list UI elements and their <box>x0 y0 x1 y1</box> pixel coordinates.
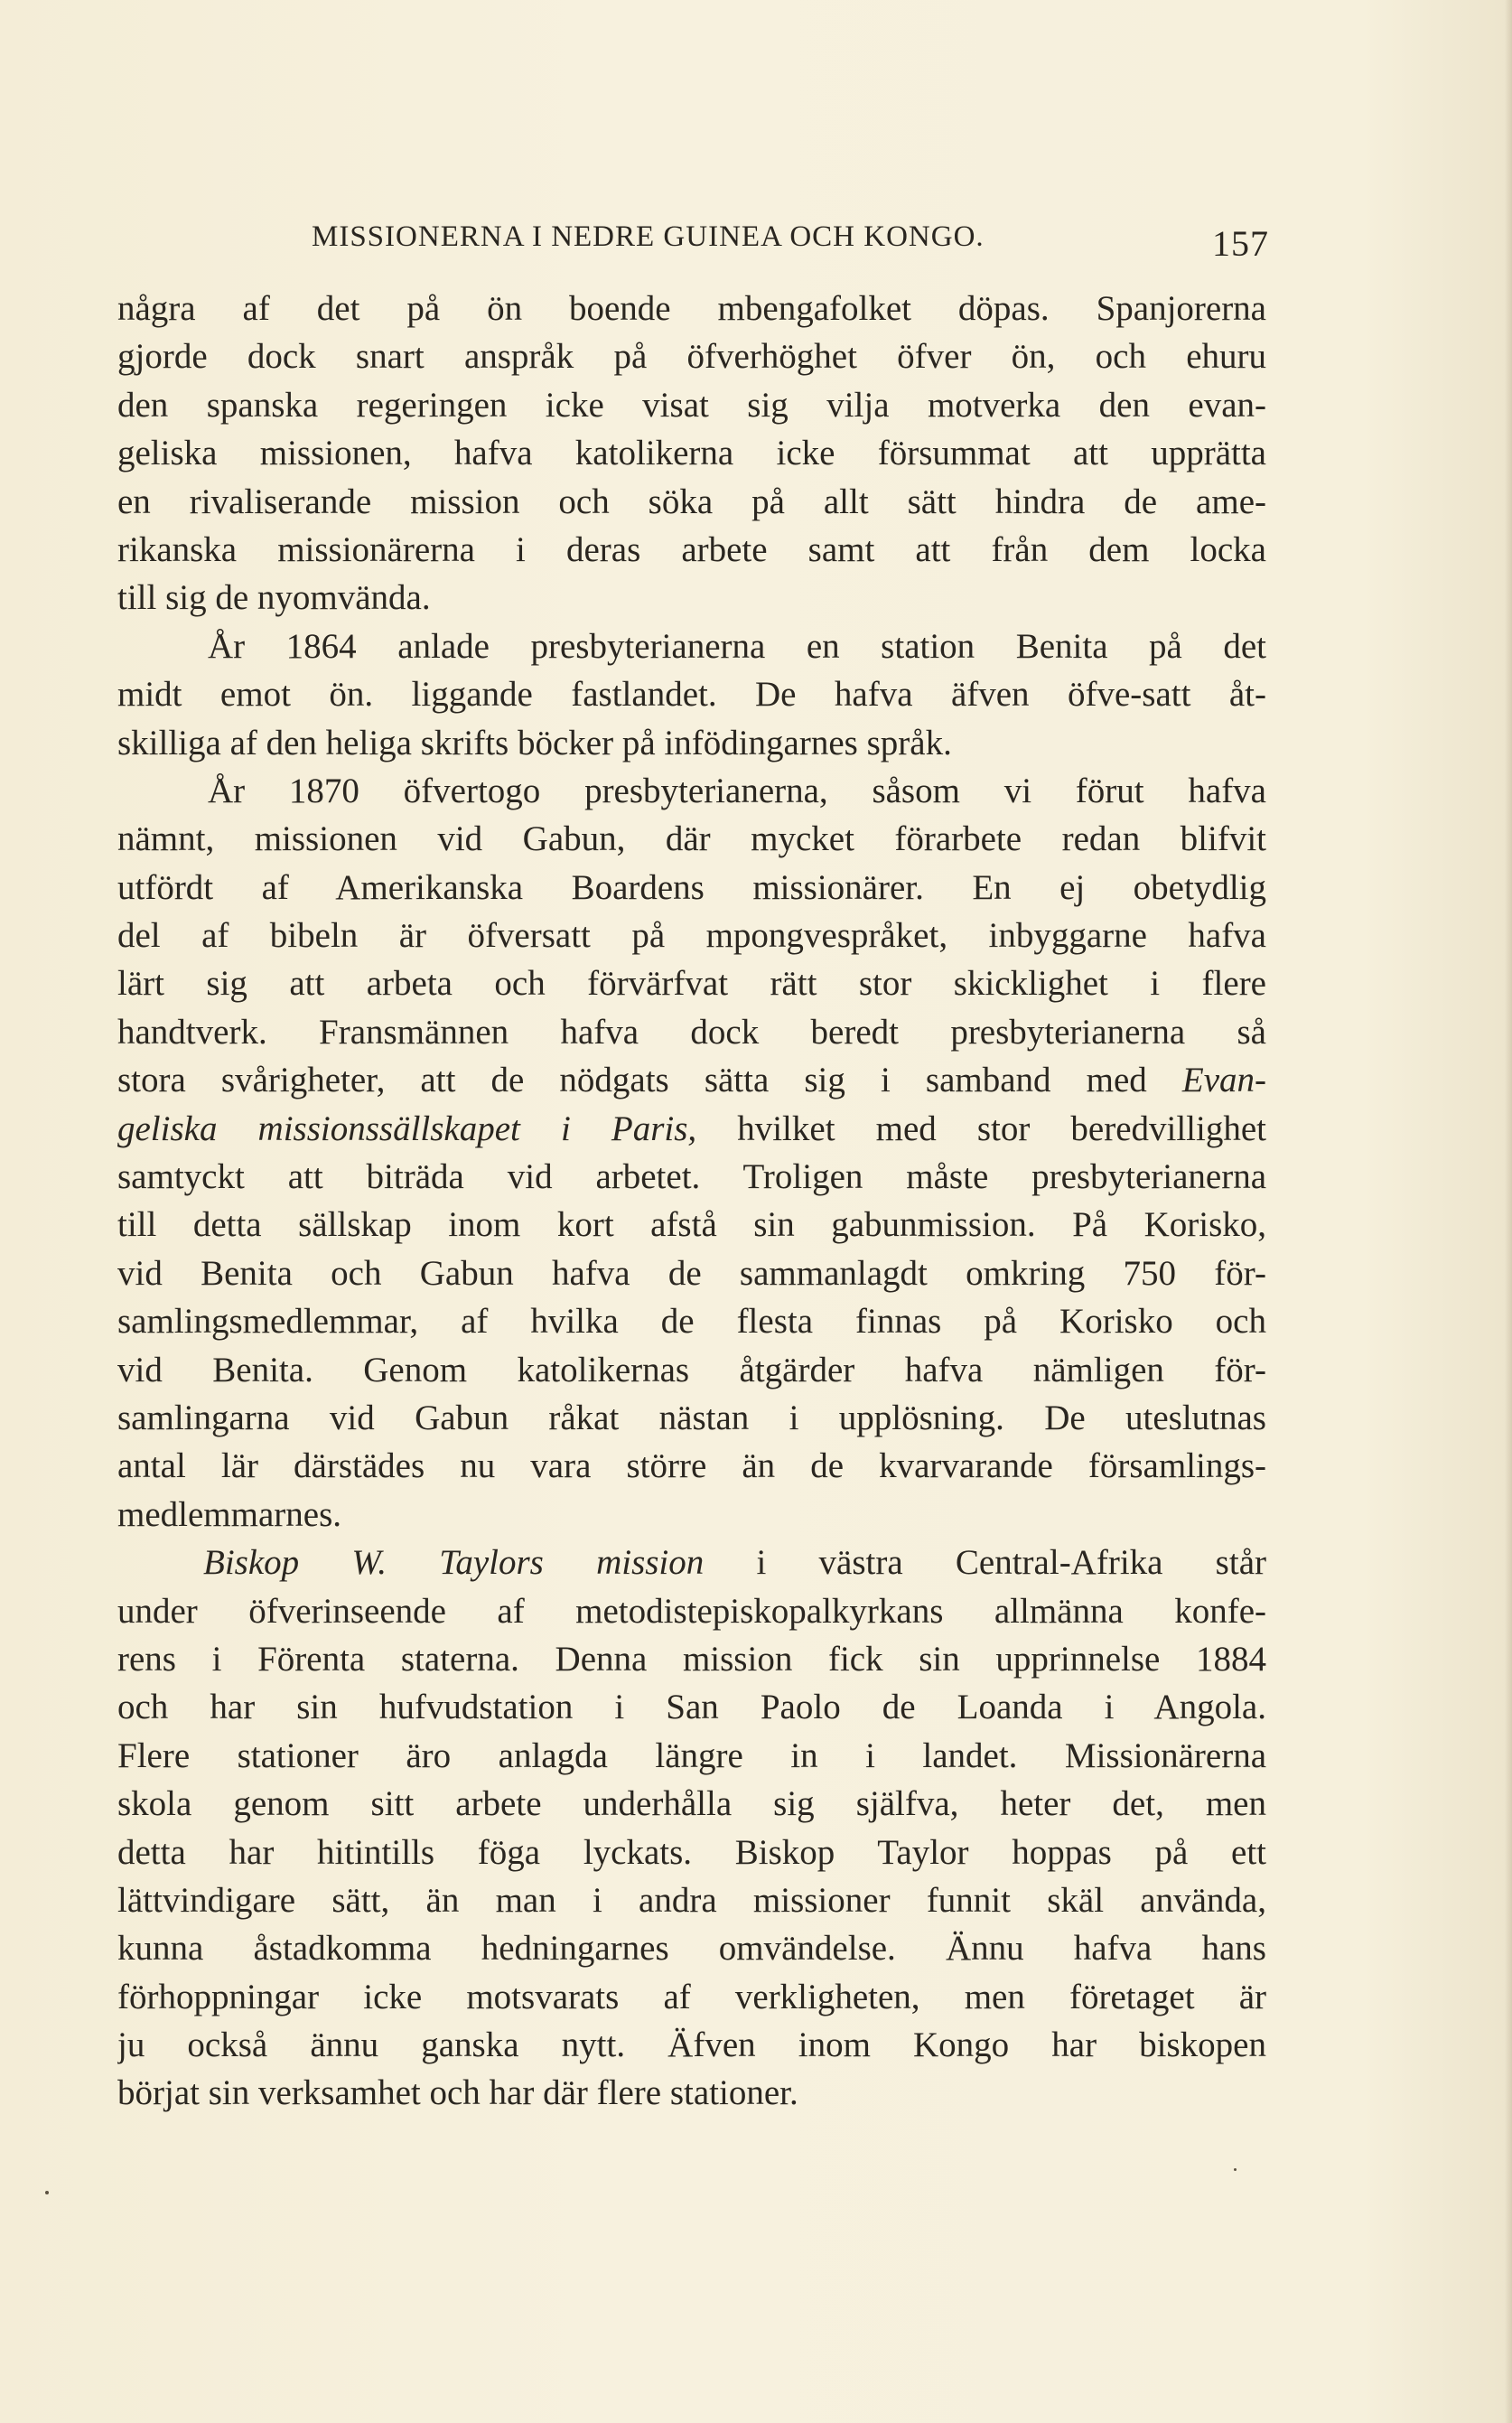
italic-text: Evan- <box>1181 1061 1266 1100</box>
text-line: under öfverinseende af metodistepiskopalkyrkans allmänna konfe- <box>117 1591 1266 1631</box>
text-line: börjat sin verksamhet och har där flere stationer. <box>117 2073 798 2113</box>
paper-speck <box>1234 2168 1237 2171</box>
text-line: nämnt, missionen vid Gabun, där mycket förarbete redan blifvit <box>117 819 1266 859</box>
page-number: 157 <box>1212 223 1269 264</box>
page-edge-shadow <box>1505 0 1512 2423</box>
text-line: förhoppningar icke motsvarats af verkligheten, men företaget är <box>117 1977 1266 2016</box>
page-header <box>312 220 1269 266</box>
text-line: vid Benita och Gabun hafva de sammanlagdt omkring 750 för- <box>117 1253 1266 1293</box>
paragraph-start-line: Biskop W. Taylors mission i västra Central-Afrika står <box>203 1543 1266 1583</box>
text-line: Flere stationer äro anlagda längre in i landet. Missionärerna <box>117 1735 1266 1775</box>
text-line: gjorde dock snart anspråk på öfverhöghet öfver ön, och ehuru <box>117 337 1266 377</box>
running-head: MISSIONERNA I NEDRE GUINEA OCH KONGO. <box>312 220 985 253</box>
text-line: handtverk. Fransmännen hafva dock beredt presbyterianerna så <box>117 1012 1266 1052</box>
italic-text: geliska missionssällskapet i Paris, <box>117 1109 697 1148</box>
text-line: del af bibeln är öfversatt på mpongvespråket, inbyggarne hafva <box>117 916 1266 956</box>
italic-text: Biskop W. Taylors mission <box>203 1543 705 1583</box>
text-line: den spanska regeringen icke visat sig vilja motverka den evan- <box>117 385 1266 425</box>
text-line: medlemmarnes. <box>117 1494 341 1534</box>
text-line: ju också ännu ganska nytt. Äfven inom Kongo har biskopen <box>117 2025 1266 2065</box>
paragraph-start-line: År 1864 anlade presbyterianerna en station Benita på det <box>208 626 1266 666</box>
text-line: skilliga af den heliga skrifts böcker på infödingarnes språk. <box>117 723 952 762</box>
text-line: rens i Förenta staterna. Denna mission fick sin upprinnelse 1884 <box>117 1639 1266 1679</box>
paragraph-start-line: År 1870 öfvertogo presbyterianerna, såsom vi förut hafva <box>208 771 1266 810</box>
paper-speck <box>45 2191 49 2194</box>
text-line: samtyckt att biträda vid arbetet. Troligen måste presbyterianerna <box>117 1157 1266 1197</box>
text-line: några af det på ön boende mbengafolket döpas. Spanjorerna <box>117 289 1266 328</box>
text-line: till detta sällskap inom kort afstå sin gabunmission. På Korisko, <box>117 1205 1266 1245</box>
text-line: geliska missionen, hafva katolikerna icke försummat att upprätta <box>117 434 1266 473</box>
text-line: detta har hitintills föga lyckats. Biskop Taylor hoppas på ett <box>117 1832 1266 1872</box>
text-line: rikanska missionärerna i deras arbete samt att från dem locka <box>117 529 1266 569</box>
text-line: stora svårigheter, att de nödgats sätta sig i samband med Evan- <box>117 1061 1266 1100</box>
text-line: utfördt af Amerikanska Boardens missionärer. En ej obetydlig <box>117 867 1266 907</box>
text-line: samlingsmedlemmar, af hvilka de flesta finnas på Korisko och <box>117 1302 1266 1342</box>
text-line: lärt sig att arbeta och förvärfvat rätt stor skicklighet i flere <box>117 964 1266 1004</box>
text-line: skola genom sitt arbete underhålla sig själfva, heter det, men <box>117 1784 1266 1824</box>
text-line: samlingarna vid Gabun råkat nästan i upplösning. De uteslutnas <box>117 1398 1266 1437</box>
text-line: lättvindigare sätt, än man i andra missioner funnit skäl använda, <box>117 1880 1266 1920</box>
text-line: en rivaliserande mission och söka på allt sätt hindra de ame- <box>117 482 1266 521</box>
text-line: geliska missionssällskapet i Paris, hvilket med stor beredvillighet <box>117 1109 1266 1148</box>
text-line: midt emot ön. liggande fastlandet. De hafva äfven öfve-satt åt- <box>117 675 1266 715</box>
text-line: antal lär därstädes nu vara större än de kvarvarande församlings- <box>117 1446 1266 1486</box>
text-line: vid Benita. Genom katolikernas åtgärder hafva nämligen för- <box>117 1350 1266 1389</box>
text-line: till sig de nyomvända. <box>117 578 431 618</box>
text-line: kunna åstadkomma hedningarnes omvändelse. Ännu hafva hans <box>117 1929 1266 1969</box>
body-text <box>117 285 1266 2118</box>
text-line: och har sin hufvudstation i San Paolo de Loanda i Angola. <box>117 1688 1266 1727</box>
